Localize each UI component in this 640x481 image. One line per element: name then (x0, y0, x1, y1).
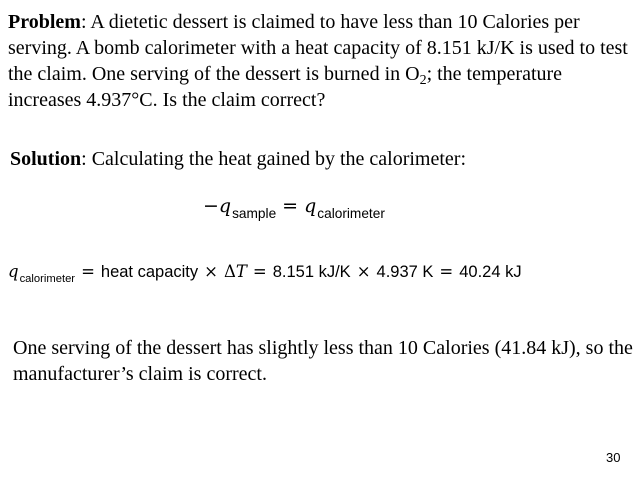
heat-capacity-value: 8.151 kJ/K (272, 263, 351, 281)
calorimeter-subscript: calorimeter (19, 273, 76, 286)
sample-subscript: sample (232, 206, 277, 222)
calorimeter-subscript: calorimeter (317, 206, 385, 222)
times-sign: × (204, 262, 218, 281)
solution-text: Calculating the heat gained by the calorimeter: (86, 148, 467, 170)
t-var: T (235, 262, 247, 281)
minus-sign: − (203, 195, 219, 217)
oxygen-subscript: 2 (419, 73, 427, 89)
equals-sign: = (252, 262, 267, 281)
temperature-change-value: 4.937 K (376, 263, 434, 281)
solution-label: Solution (10, 148, 82, 170)
solution-intro (10, 146, 630, 172)
q-var: q (8, 262, 19, 281)
problem-statement (8, 9, 634, 113)
equation-heat-calc (8, 262, 522, 285)
heat-capacity-term: heat capacity (100, 263, 199, 281)
solution-separator: : (81, 148, 87, 170)
equals-sign: = (282, 195, 299, 217)
delta-symbol: Δ (223, 262, 236, 281)
q-sample-var: q (218, 195, 232, 217)
problem-label: Problem (8, 11, 81, 33)
problem-text: A dietetic dessert is claimed to have less than 10 Calories per serving. A bomb calorimeter with a heat capacity of 8.151 kJ/K is used to test the claim. One serving of the dessert is burned in O (8, 11, 628, 85)
times-sign: × (356, 262, 371, 281)
page-number: 30 (606, 450, 621, 465)
equals-sign: = (439, 262, 454, 281)
heat-result: 40.24 kJ (459, 263, 522, 281)
conclusion-text: One serving of the dessert has slightly less than 10 Calories (41.84 kJ), so the manufacturer’s claim is correct. (13, 337, 633, 385)
problem-text-end: ; the temperature increases 4.937°C. Is the claim correct? (8, 63, 563, 111)
q-calorimeter-var: q (304, 195, 317, 217)
equation-heat-balance (203, 195, 385, 221)
equals-sign: = (81, 262, 95, 281)
problem-separator: : (80, 11, 87, 33)
